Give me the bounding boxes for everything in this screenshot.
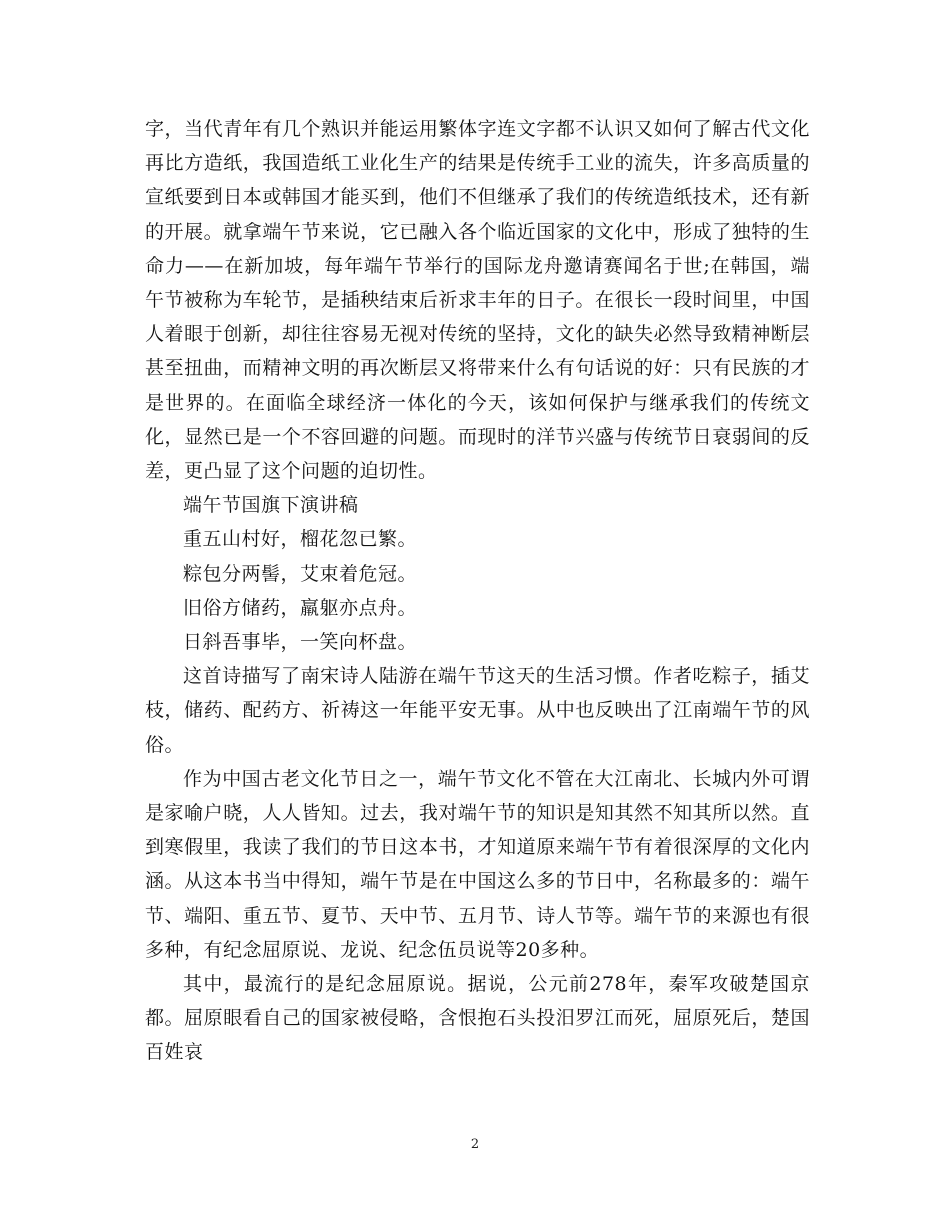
paragraph-poem-explanation: 这首诗描写了南宋诗人陆游在端午节这天的生活习惯。作者吃粽子，插艾枝，储药、配药方、祈祷这一年能平安无事。从中也反映出了江南端午节的风俗。	[145, 665, 810, 756]
poem-line-3: 旧俗方储药，羸躯亦点舟。	[183, 596, 418, 619]
paragraph-festival-knowledge: 作为中国古老文化节日之一，端午节文化不管在大江南北、长城内外可谓是家喻户晓，人人皆知。过去，我对端午节的知识是知其然不知其所以然。直到寒假里，我读了我们的节日这本书，才知道原来端午节有着很深厚的文化内涵。从这本书当中得知，端午节是在中国这么多的节日中，名称最多的：端午节、端阳、重五节、夏节、天中节、五月节、诗人节等。端午节的来源也有很多种，有纪念屈原说、龙说、纪念伍员说等20多种。	[145, 767, 810, 961]
poem-line-2: 粽包分两髻，艾束着危冠。	[183, 562, 418, 585]
document-body	[145, 112, 810, 1070]
paragraph-culture-loss: 字，当代青年有几个熟识并能运用繁体字连文字都不认识又如何了解古代文化再比方造纸，我国造纸工业化生产的结果是传统手工业的流失，许多高质量的宣纸要到日本或韩国才能买到，他们不但继承了我们的传统造纸技术，还有新的开展。就拿端午节来说，它已融入各个临近国家的文化中，形成了独特的生命力——在新加坡，每年端午节举行的国际龙舟邀请赛闻名于世;在韩国，端午节被称为车轮节，是插秧结束后祈求丰年的日子。在很长一段时间里，中国人着眼于创新，却往往容易无视对传统的坚持，文化的缺失必然导致精神断层甚至扭曲，而精神文明的再次断层又将带来什么有句话说的好：只有民族的才是世界的。在面临全球经济一体化的今天，该如何保护与继承我们的传统文化，显然已是一个不容回避的问题。而现时的洋节兴盛与传统节日衰弱间的反差，更凸显了这个问题的迫切性。	[145, 118, 810, 483]
poem-line-1: 重五山村好，榴花忽已繁。	[183, 528, 418, 551]
poem-line-4: 日斜吾事毕，一笑向杯盘。	[183, 631, 418, 654]
paragraph-qu-yuan-legend: 其中，最流行的是纪念屈原说。据说，公元前278年，秦军攻破楚国京都。屈原眼看自己的国家被侵略，含恨抱石头投汨罗江而死，屈原死后，楚国百姓哀	[145, 973, 810, 1064]
page-number: 2	[470, 1137, 480, 1152]
speech-title: 端午节国旗下演讲稿	[183, 494, 359, 517]
